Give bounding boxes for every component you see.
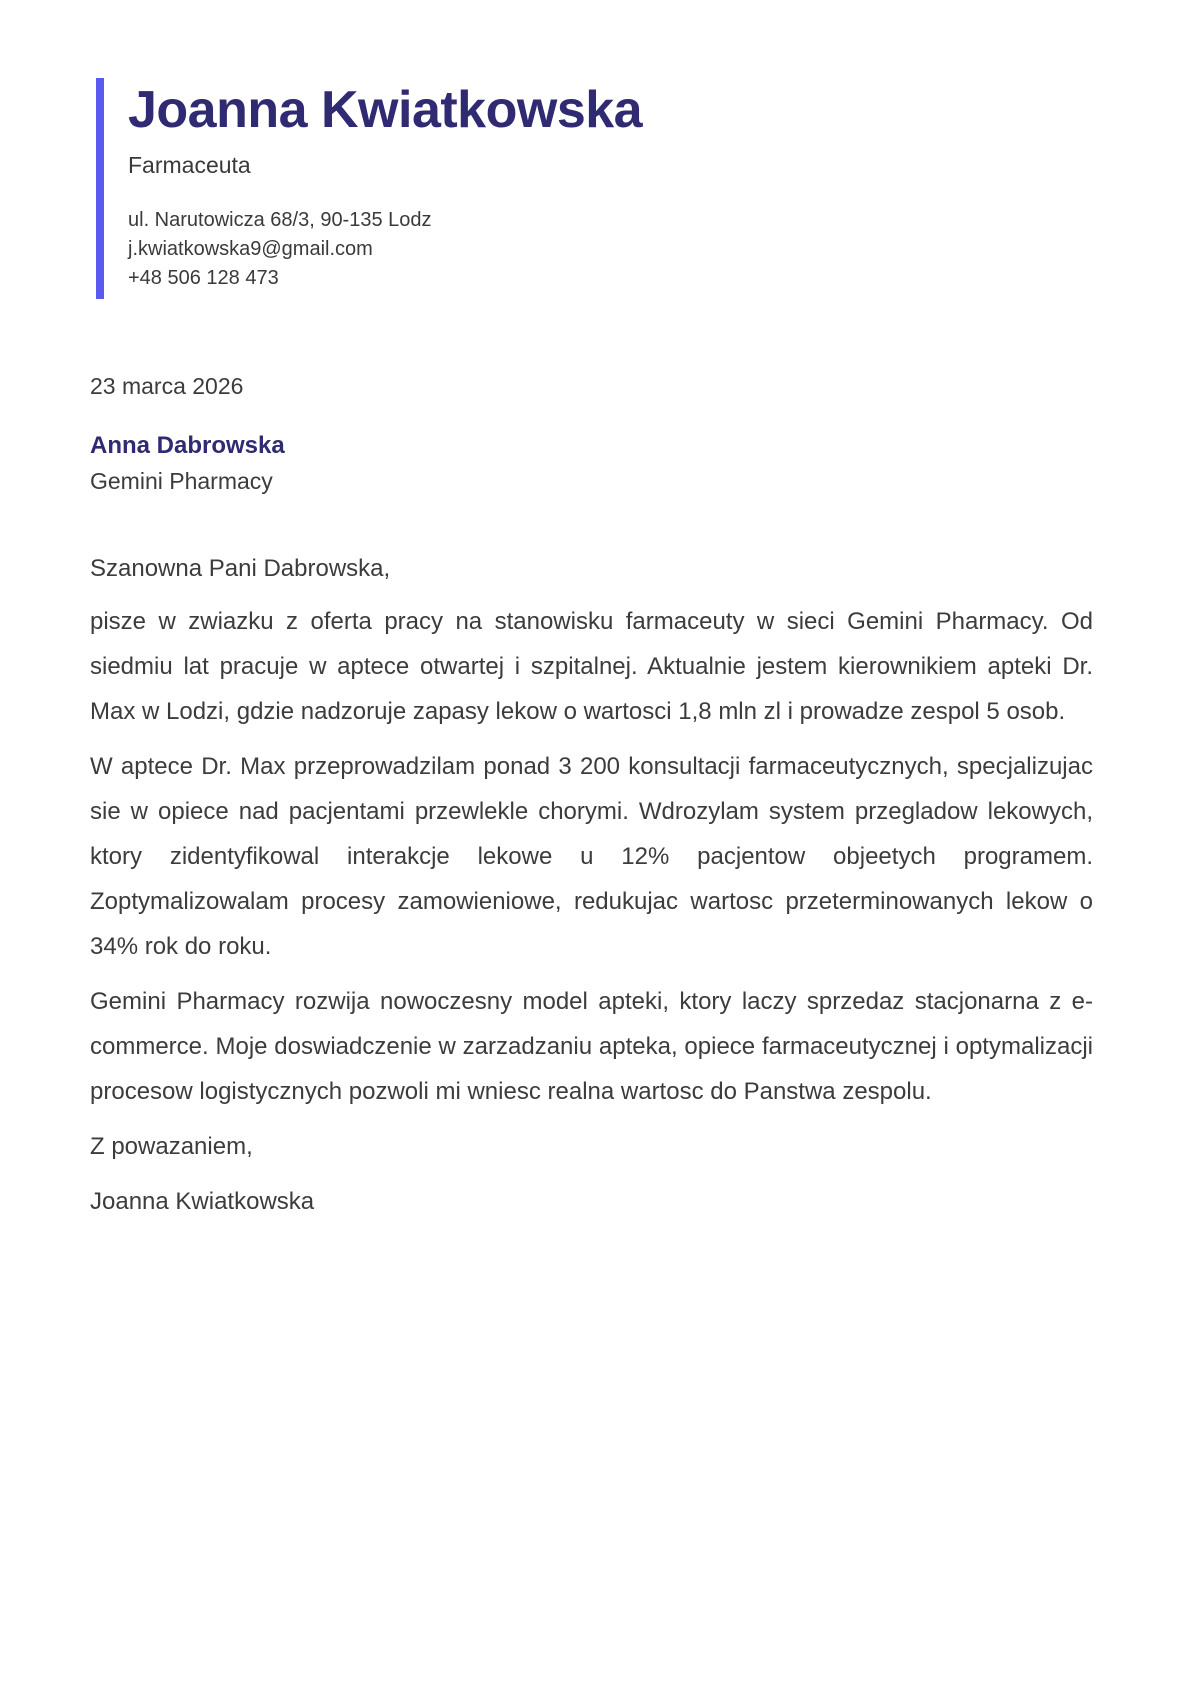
recipient-company: Gemini Pharmacy	[90, 468, 273, 494]
recipient-name: Anna Dabrowska	[90, 432, 285, 459]
sender-name: Joanna Kwiatkowska	[128, 81, 643, 139]
sender-phone: +48 506 128 473	[128, 267, 279, 289]
signature-name: Joanna Kwiatkowska	[90, 1188, 315, 1215]
letter-body	[90, 371, 1093, 1224]
letter-date: 23 marca 2026	[90, 373, 244, 399]
contact-block	[128, 206, 1094, 293]
closing: Z powazaniem,	[90, 1133, 253, 1160]
sender-address: ul. Narutowicza 68/3, 90-135 Lodz	[128, 209, 432, 231]
sender-email: j.kwiatkowska9@gmail.com	[128, 238, 373, 260]
salutation: Szanowna Pani Dabrowska,	[90, 555, 391, 582]
sender-job-title: Farmaceuta	[128, 152, 251, 178]
paragraph-1: pisze w zwiazku z oferta pracy na stanowisku farmaceuty w sieci Gemini Pharmacy. Od siedmiu lat pracuje w aptece otwartej i szpitalnej. Aktualnie jestem kierownikiem apteki Dr. Max w Lodzi, gdzie nadzoruje zapasy lekow o wartosci 1,8 mln zl i prowadze zespol 5 osob.	[90, 608, 1093, 725]
paragraph-3: Gemini Pharmacy rozwija nowoczesny model apteki, ktory laczy sprzedaz stacjonarna z e-commerce. Moje doswiadczenie w zarzadzaniu apteka, opiece farmaceutycznej i optymalizacji procesow logistycznych pozwoli mi wniesc realna wartosc do Panstwa zespolu.	[90, 988, 1093, 1105]
letter-header	[96, 78, 1094, 299]
accent-bar	[96, 78, 104, 299]
recipient-block	[90, 431, 1093, 496]
paragraph-2: W aptece Dr. Max przeprowadzilam ponad 3 200 konsultacji farmaceutycznych, specjalizujac sie w opiece nad pacjentami przewlekle chorymi. Wdrozylam system przegladow lekowych, ktory zidentyfikowal interakcje lekowe u 12% pacjentow objeetych programem. Zoptymalizowalam procesy zamowieniowe, redukujac wartosc przeterminowanych lekow o 34% rok do roku.	[90, 753, 1093, 960]
